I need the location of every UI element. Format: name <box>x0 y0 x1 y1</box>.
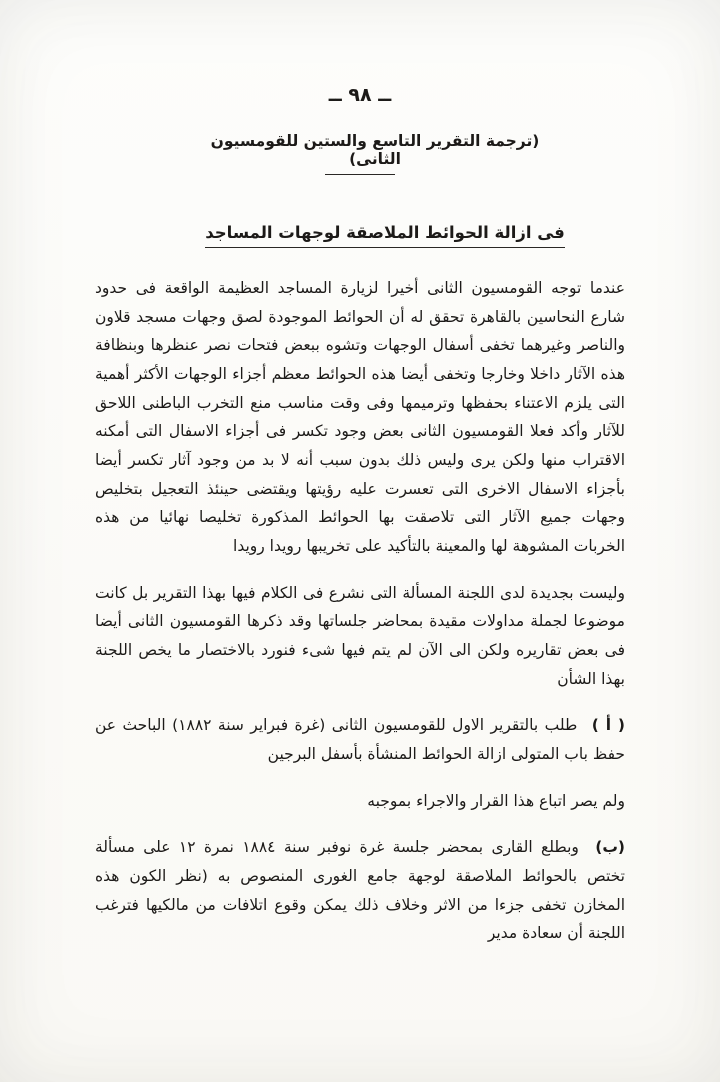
document-body <box>95 274 625 948</box>
list-item-b-marker: (ب) <box>595 838 626 857</box>
list-item-a-marker: ( أ ) <box>591 716 625 735</box>
section-title <box>185 223 585 248</box>
list-item-b <box>95 833 625 948</box>
note-divider-rule <box>325 174 395 175</box>
translation-note: (ترجمة التقرير التاسع والستين للقومسيون الثانى) <box>210 132 540 168</box>
standalone-line: ولم يصر اتباع هذا القرار والاجراء بموجبه <box>367 791 625 810</box>
list-item-a-text: طلب بالتقرير الاول للقومسيون الثانى (غرة فبراير سنة ١٨٨٢) الباحث عن حفظ باب المتولى ازالة الحوائط المنشأة بأسفل البرجين <box>95 716 625 764</box>
paragraph-secondary: وليست بجديدة لدى اللجنة المسألة التى نشرع فى الكلام فيها بهذا التقرير بل كانت موضوعا لجملة مداولات مقيدة بمحاضر جلساتها وقد ذكرها القومسيون الثانى أيضا فى بعض تقاريره ولكن الى الآن لم يتم فيها شىء فنورد بالاختصار ما يخص اللجنة بهذا الشأن <box>95 583 625 688</box>
page-number: ــ ٩٨ ــ <box>328 84 392 106</box>
paragraph-main: عندما توجه القومسيون الثانى أخيرا لزيارة المساجد العظيمة الواقعة فى حدود شارع النحاسين بالقاهرة تحقق له أن الحوائط الموجودة لصق وجهات مسجد قلاون والناصر وغيرهما تخفى أسفال الوجهات وتشوه ببعض فتحات نصر عنظرها وبنظافة هذه الآثار داخلا وخارجا وتخفى أيضا هذه الحوائط معظم أجزاء الوجهات الأكثر أهمية التى يلزم الاعتناء بحفظها وترميمها وفى وقت مناسب منع التخرب الباطنى اللاحق للآثار وأكد فعلا القومسيون الثانى بعض وجود تكسر فى أجزاء الاسفال التى أمكنه الاقتراب منها ولكن يرى وليس ذلك بدون سبب أنه لا بد من وجود آثار تكسر أيضا بأجزاء الاسفال الاخرى التى تعسرت عليه رؤيتها ويقتضى حينئذ التعجيل بتخليص وجهات جميع الآثار التى تلاصقت بها الحوائط المذكورة تخليصا نهائيا من هذه الخربات المشوهة لها والمعينة بالتأكيد على تخريبها رويدا رويدا <box>95 279 625 556</box>
list-item-b-text: وبطلع القارى بمحضر جلسة غرة نوفبر سنة ١٨٨٤ نمرة ١٢ على مسألة تختص بالحوائط الملاصقة لوجهة جامع الغورى المنصوص به (نظر الكون هذه المخازن تخفى جزءا من الاثر وخلاف ذلك يمكن وقوع اتلافات من مالكيها فترغب اللجنة أن سعادة مدير <box>95 838 625 943</box>
section-title-text: فى ازالة الحوائط الملاصقة لوجهات المساجد <box>205 223 565 248</box>
list-item-a <box>95 711 625 768</box>
